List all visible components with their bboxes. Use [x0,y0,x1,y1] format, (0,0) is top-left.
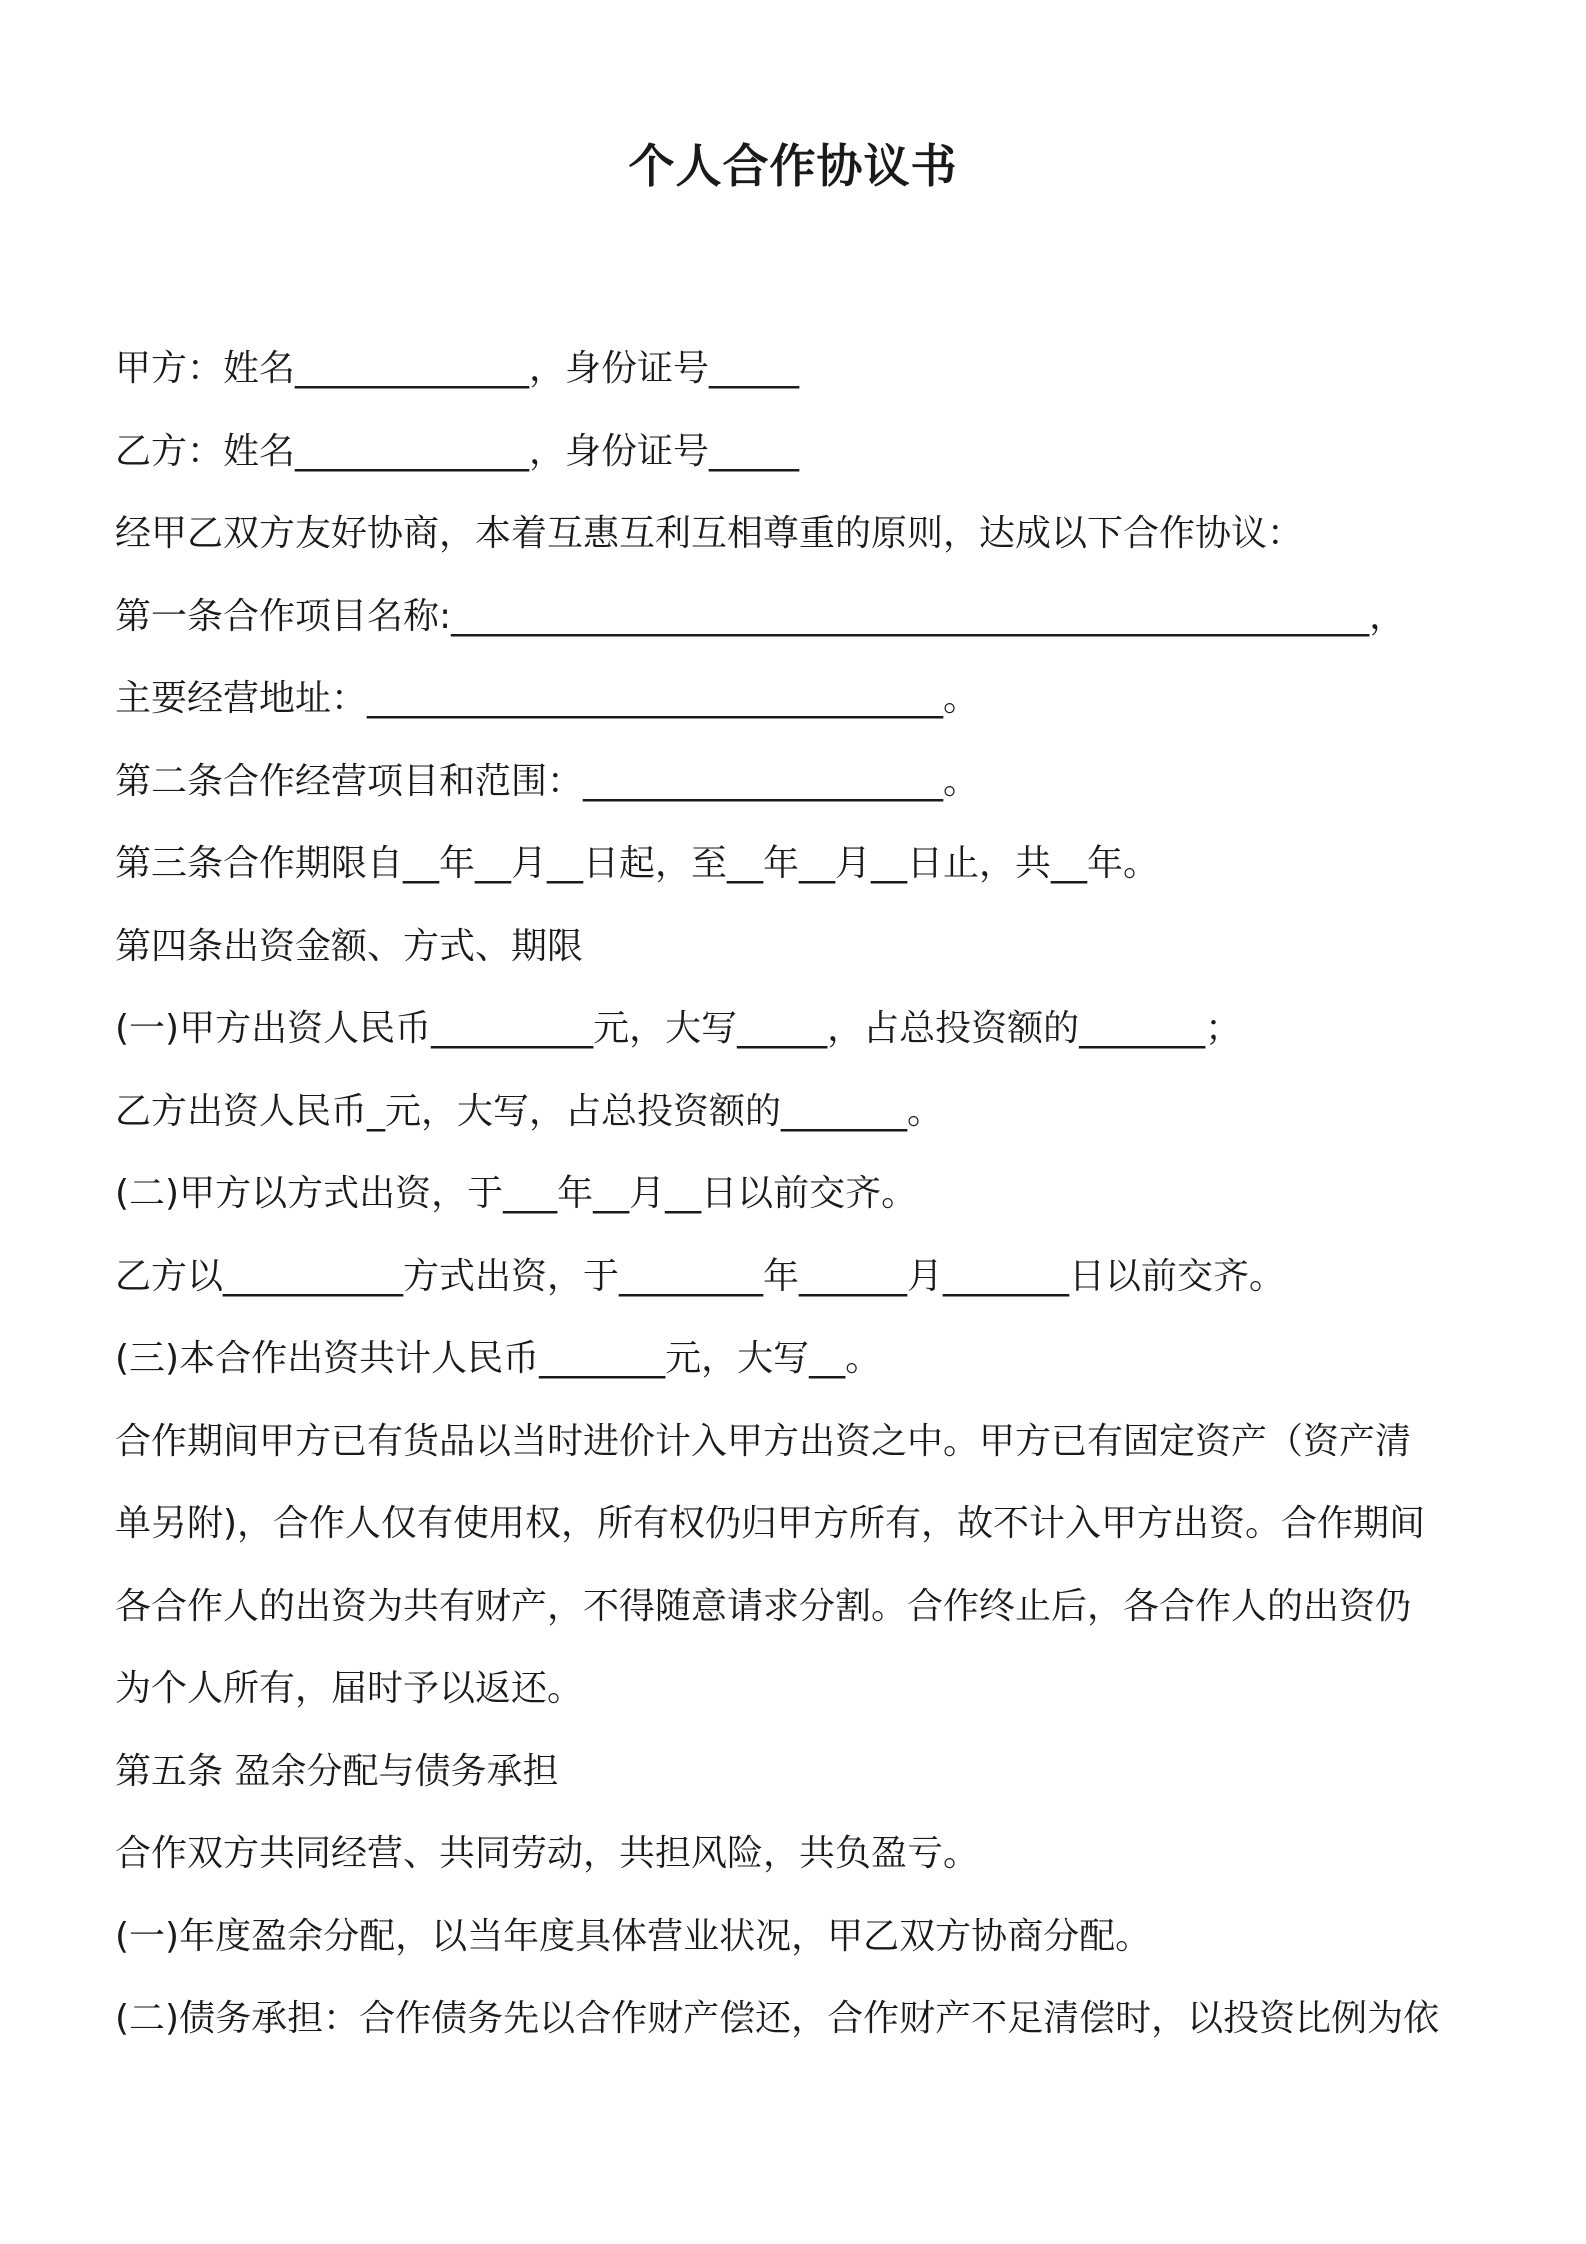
article-4-heading: 第四条出资金额、方式、期限 [115,925,584,967]
paragraph-line: 为个人所有，届时予以返还。 [115,1668,584,1709]
article-1-project-name: 第一条合作项目名称:___________________________________________________， [115,595,1406,637]
paragraph-line: 单另附)，合作人仅有使用权，所有权仍归甲方所有，故不计入甲方出资。合作期间 [115,1503,1426,1544]
article-5-item-2: (二)债务承担：合作债务先以合作财产偿还，合作财产不足清偿时，以投资比例为依 [115,1998,1440,2039]
party-a-line: 甲方：姓名_____________，身份证号_____ [115,348,800,389]
article-4-item-2-party-b: 乙方以__________方式出资，于________年______月_______日以前交齐。 [115,1255,1286,1297]
preamble-line: 经甲乙双方友好协商，本着互惠互利互相尊重的原则，达成以下合作协议： [115,513,1304,554]
document-body [115,328,1485,2061]
article-4-item-2-party-a: (二)甲方以方式出资，于___年__月__日以前交齐。 [115,1173,918,1214]
paragraph-line: 各合作人的出资为共有财产，不得随意请求分割。合作终止后，各合作人的出资仍 [115,1585,1412,1627]
article-4-item-1-party-b: 乙方出资人民币_元，大写，占总投资额的_______。 [115,1090,944,1132]
article-5-heading: 第五条 盈余分配与债务承担 [115,1750,559,1792]
article-2-scope: 第二条合作经营项目和范围：____________________。 [115,760,980,802]
article-4-item-1-party-a: (一)甲方出资人民币_________元，大写_____，占总投资额的_______； [115,1008,1242,1049]
article-4-item-3-total: (三)本合作出资共计人民币_______元，大写__。 [115,1338,882,1379]
party-b-line: 乙方：姓名_____________，身份证号_____ [115,430,800,472]
article-5-item-1: (一)年度盈余分配，以当年度具体营业状况，甲乙双方协商分配。 [115,1915,1152,1957]
article-3-term: 第三条合作期限自__年__月__日起，至__年__月__日止，共__年。 [115,843,1160,884]
article-1-address: 主要经营地址：________________________________。 [115,678,980,719]
document-title: 个人合作协议书 [628,139,958,193]
paragraph-line: 合作期间甲方已有货品以当时进价计入甲方出资之中。甲方已有固定资产（资产清 [115,1420,1412,1462]
article-5-intro: 合作双方共同经营、共同劳动，共担风险，共负盈亏。 [115,1833,980,1874]
